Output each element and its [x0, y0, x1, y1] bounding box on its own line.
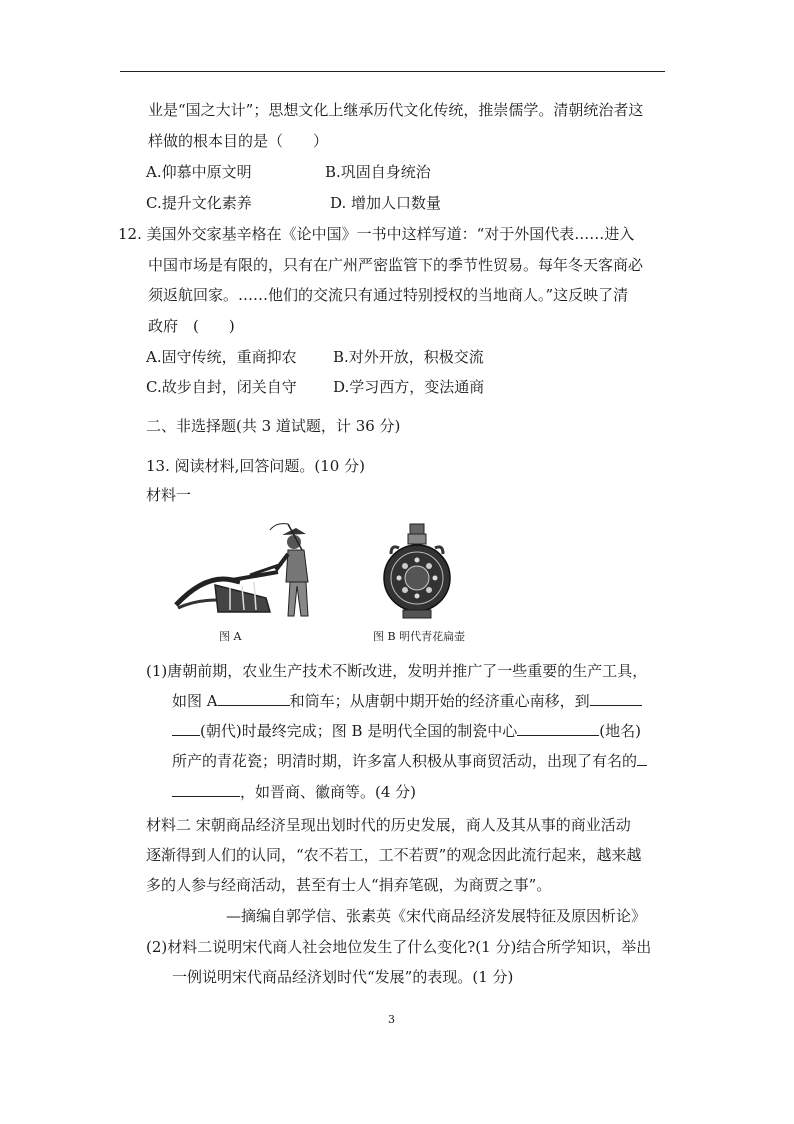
material-two-line1: 材料二 宋朝商品经济呈现出划时代的历史发展，商人及其从事的商业活动: [146, 816, 631, 834]
part2-line2: 一例说明宋代商品经济划时代“发展”的表现。(1 分): [172, 968, 514, 986]
q12-option-a: A.固守传统，重商抑农: [146, 348, 297, 366]
part1-line4: [172, 751, 647, 771]
q12-line2: 中国市场是有限的，只有在广州严密监管下的季节性贸易。每年冬天客商必: [148, 256, 644, 274]
part1-line3-mid: (朝代)时最终完成；图 B 是明代全国的制瓷中心: [200, 722, 518, 740]
q12-line3: 须返航回家。……他们的交流只有通过特别授权的当地商人。”这反映了清: [148, 286, 629, 304]
q12-option-d: D.学习西方，变法通商: [333, 378, 485, 396]
section-two-heading: 二、非选择题(共 3 道试题，计 36 分): [146, 417, 401, 435]
part1-line1: (1)唐朝前期，农业生产技术不断改进，发明并推广了一些重要的生产工具，: [146, 662, 648, 680]
flask-figure: [381, 522, 453, 622]
q12-option-c: C.故步自封，闭关自守: [146, 378, 297, 396]
part1-line2-start: 如图 A: [172, 692, 218, 710]
header-rule: [120, 71, 665, 72]
q11-option-c: C.提升文化素养: [146, 194, 252, 212]
q11-option-b: B.巩固自身统治: [325, 163, 431, 181]
part1-line3: [172, 721, 641, 741]
answer-blank-merchants-part1[interactable]: [637, 751, 647, 766]
part1-line5: [172, 782, 416, 802]
part1-line3-end: (地名): [599, 722, 641, 740]
q11-line1: 业是“国之大计”；思想文化上继承历代文化传统，推崇儒学。清朝统治者这: [148, 101, 644, 119]
part1-line2-end: 和筒车；从唐朝中期开始的经济重心南移，到: [289, 692, 590, 710]
answer-blank-tool[interactable]: [218, 691, 290, 706]
part1-line4-text: 所产的青花瓷；明清时期，许多富人积极从事商贸活动，出现了有名的: [172, 752, 638, 770]
page-number: 3: [388, 1013, 395, 1026]
q13-title: 13. 阅读材料,回答问题。(10 分): [146, 457, 365, 475]
answer-blank-dynasty-part2[interactable]: [172, 721, 200, 736]
material-two-line2: 逐渐得到人们的认同，“农不若工，工不若贾”的观念因此流行起来，越来越: [146, 846, 642, 864]
material-two-line3: 多的人参与经商活动，甚至有士人“捐弃笔砚，为商贾之事”。: [146, 876, 552, 894]
material-two-source: —摘编自郭学信、张素英《宋代商品经济发展特征及原因析论》: [226, 907, 647, 925]
q12-option-b: B.对外开放，积极交流: [333, 348, 484, 366]
q12-line4: 政府 ( ): [148, 317, 235, 335]
part1-line2: [172, 691, 642, 711]
answer-blank-dynasty-part1[interactable]: [590, 691, 642, 706]
part2-line1: (2)材料二说明宋代商人社会地位发生了什么变化?(1 分)结合所学知识，举出: [146, 938, 652, 956]
q12-line1: 12. 美国外交家基辛格在《论中国》一书中这样写道：“对于外国代表……进入: [118, 225, 635, 243]
q11-option-d: D. 增加人口数量: [330, 194, 442, 212]
figure-b-caption: 图 B 明代青花扁壶: [373, 630, 466, 643]
figure-a-caption: 图 A: [219, 630, 242, 643]
plow-figure: [170, 520, 330, 625]
material-one-label: 材料一: [146, 486, 192, 504]
answer-blank-place[interactable]: [517, 721, 599, 736]
q11-line2: 样做的根本目的是（ ）: [148, 132, 329, 150]
part1-line5-text: ，如晋商、徽商等。(4 分): [240, 783, 417, 801]
q11-option-a: A.仰慕中原文明: [146, 163, 252, 181]
answer-blank-merchants-part2[interactable]: [172, 782, 240, 797]
